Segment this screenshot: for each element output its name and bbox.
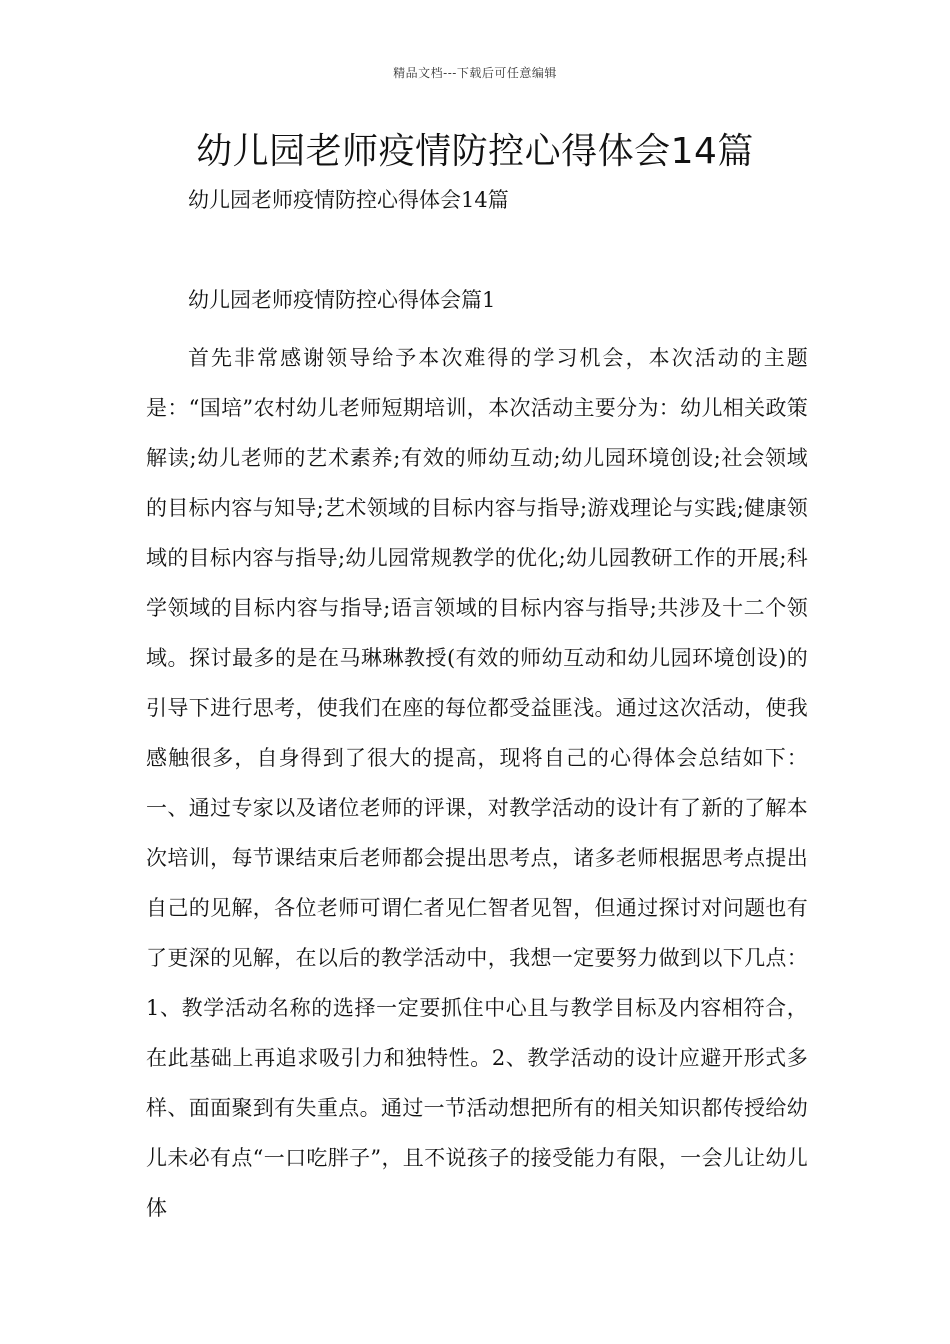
body-paragraph: 首先非常感谢领导给予本次难得的学习机会，本次活动的主题是：“国培”农村幼儿老师短期培训，本次活动主要分为：幼儿相关政策解读;幼儿老师的艺术素养;有效的师幼互动;幼儿园环境创设;社会领域的目标内容与知导;艺术领域的目标内容与指导;游戏理论与实践;健康领域的目标内容与指导;幼儿园常规教学的优化;幼儿园教研工作的开展;科学领域的目标内容与指导;语言领域的目标内容与指导;共涉及十二个领域。探讨最多的是在马琳琳教授(有效的师幼互动和幼儿园环境创设)的引导下进行思考，使我们在座的每位都受益匪浅。通过这次活动，使我感触很多，自身得到了很大的提高，现将自己的心得体会总结如下：一、通过专家以及诸位老师的评课，对教学活动的设计有了新的了解本次培训，每节课结束后老师都会提出思考点，诸多老师根据思考点提出自己的见解，各位老师可谓仁者见仁智者见智，但通过探讨对问题也有了更深的见解，在以后的教学活动中，我想一定要努力做到以下几点：1、教学活动名称的选择一定要抓住中心且与教学目标及内容相符合，在此基础上再追求吸引力和独特性。2、教学活动的设计应避开形式多样、面面聚到有失重点。通过一节活动想把所有的相关知识都传授给幼儿未必有点“一口吃胖子”，且不说孩子的接受能力有限，一会儿让幼儿体 bbox=[146, 346, 808, 1220]
header-note: 精品文档---下载后可任意编辑 bbox=[393, 66, 557, 80]
document-title: 幼儿园老师疫情防控心得体会14篇 bbox=[196, 131, 754, 172]
document-subtitle: 幼儿园老师疫情防控心得体会14篇 bbox=[188, 188, 509, 212]
section-heading: 幼儿园老师疫情防控心得体会篇1 bbox=[188, 288, 496, 312]
